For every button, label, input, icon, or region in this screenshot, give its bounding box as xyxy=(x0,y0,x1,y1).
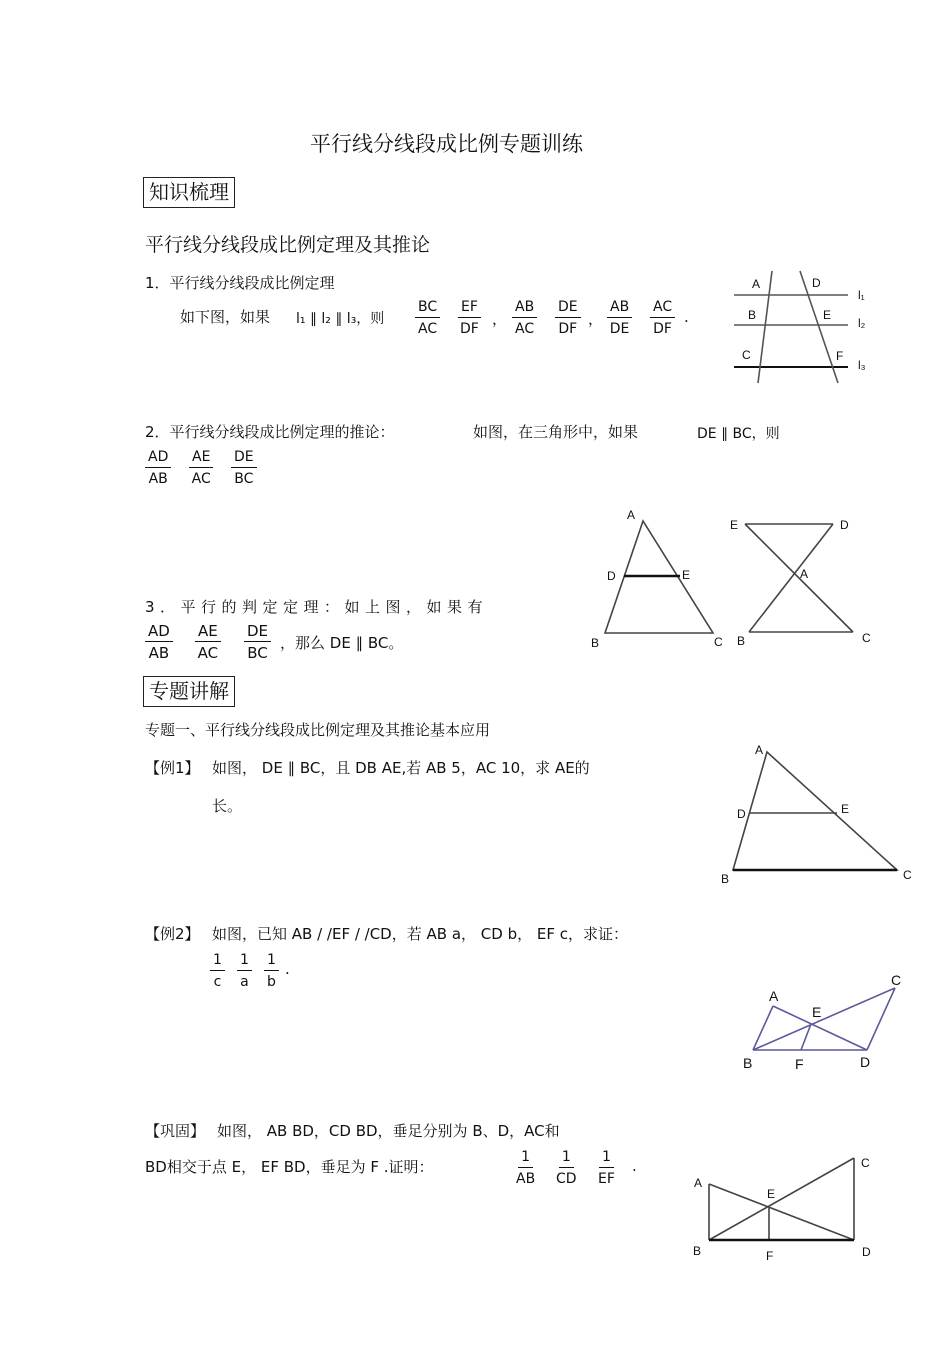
fig5-label-f: F xyxy=(795,1056,804,1072)
fig4-label-c: C xyxy=(903,868,912,882)
fig2-label-c: C xyxy=(714,635,723,649)
fig1-label-c: C xyxy=(742,348,751,362)
fig5-label-c: C xyxy=(891,972,902,988)
figure-hourglass xyxy=(725,510,885,655)
ex3-period: . xyxy=(632,1157,637,1175)
subtitle-theorem: 平行线分线段成比例定理及其推论 xyxy=(145,234,431,256)
ex2-tag: 【例2】 xyxy=(145,925,200,943)
fig3-label-c: C xyxy=(862,631,871,645)
fig4-label-e: E xyxy=(841,802,850,816)
fig1-label-a: A xyxy=(752,277,761,291)
item3-fraction-1: $\frac{AD}{AB}$ xyxy=(145,622,173,662)
ex3-line2: BD相交于点 E， EF BD，垂足为 F .证明： xyxy=(145,1158,434,1176)
fig1-label-f: F xyxy=(836,349,844,363)
ex2-fraction-3: $\frac{1}{b}$ xyxy=(264,951,279,991)
fig6-label-a: A xyxy=(694,1176,703,1190)
page-title: 平行线分线段成比例专题训练 xyxy=(310,132,583,156)
fig6-label-f: F xyxy=(766,1249,774,1263)
item1-heading: 1．平行线分线段成比例定理 xyxy=(145,274,335,292)
figure-example2-parallels xyxy=(735,970,910,1075)
fig1-label-d: D xyxy=(812,276,821,290)
figure-example1-triangle xyxy=(715,740,920,885)
item1-fraction-2: $\frac{EF}{DF}$ xyxy=(458,298,481,338)
fig2-label-d: D xyxy=(607,569,616,583)
item1-condition: l₁ ∥ l₂ ∥ l₃，则 xyxy=(296,311,385,327)
fig4-label-a: A xyxy=(755,743,764,757)
fig2-label-b: B xyxy=(591,636,600,650)
item3-fraction-2: $\frac{AE}{AC}$ xyxy=(195,622,221,662)
fig4-label-b: B xyxy=(721,872,730,886)
section-topic-explanation: 专题讲解 xyxy=(143,676,235,707)
fig6-label-d: D xyxy=(862,1245,871,1259)
item2-condition: DE ∥ BC，则 xyxy=(697,426,780,442)
item1-fraction-6: $\frac{AC}{DF}$ xyxy=(650,298,675,338)
ex3-fraction-1: $\frac{1}{AB}$ xyxy=(516,1149,536,1187)
ex2-fraction-1: $\frac{1}{c}$ xyxy=(210,951,225,991)
item1-comma-1: ， xyxy=(492,310,508,328)
ex3-tag: 【巩固】 xyxy=(145,1122,206,1140)
item2-fraction-2: $\frac{AE}{AC}$ xyxy=(189,448,213,488)
ex3-line1: 如图， AB BD，CD BD，垂足分别为 B、D，AC和 xyxy=(217,1122,560,1140)
ex3-fraction-3: $\frac{1}{EF}$ xyxy=(598,1149,615,1187)
item1-comma-2: ， xyxy=(588,310,604,328)
fig5-label-a: A xyxy=(769,988,779,1004)
fig1-label-l1: l₁ xyxy=(858,288,865,302)
fig3-label-e: E xyxy=(730,518,739,532)
fig2-label-e: E xyxy=(682,568,691,582)
fig1-label-e: E xyxy=(823,308,832,322)
figure-triangle-de-parallel-bc xyxy=(585,505,735,655)
fig4-label-d: D xyxy=(737,807,746,821)
item2-fraction-3: $\frac{DE}{BC}$ xyxy=(231,448,257,488)
fig5-label-b: B xyxy=(743,1055,753,1071)
fig3-label-d: D xyxy=(840,518,849,532)
item2-text: 如图，在三角形中，如果 xyxy=(473,423,639,441)
ex3-fraction-2: $\frac{1}{CD}$ xyxy=(556,1149,577,1187)
item1-fraction-5: $\frac{AB}{DE}$ xyxy=(607,298,632,338)
ex1-tag: 【例1】 xyxy=(145,759,200,777)
figure-parallel-lines xyxy=(720,265,890,390)
fig5-label-e: E xyxy=(812,1004,822,1020)
figure-consolidation xyxy=(690,1150,880,1270)
section-knowledge: 知识梳理 xyxy=(143,177,235,208)
ex2-line1: 如图，已知 AB / /EF / /CD，若 AB a， CD b， EF c，求证： xyxy=(212,925,628,943)
fig3-label-a: A xyxy=(800,567,809,581)
ex1-line2: 长。 xyxy=(212,797,243,815)
fig2-label-a: A xyxy=(627,508,636,522)
ex1-line1: 如图， DE ∥ BC，且 DB AE,若 AB 5，AC 10，求 AE的 xyxy=(212,759,590,777)
fig1-label-l2: l₂ xyxy=(858,316,866,330)
item2-heading: 2．平行线分线段成比例定理的推论： xyxy=(145,423,395,441)
fig3-label-b: B xyxy=(737,634,746,648)
item1-fraction-3: $\frac{AB}{AC}$ xyxy=(512,298,537,338)
ex2-period: . xyxy=(285,960,290,978)
item1-fraction-4: $\frac{DE}{DF}$ xyxy=(555,298,581,338)
item3-fraction-3: $\frac{DE}{BC}$ xyxy=(244,622,271,662)
fig6-label-e: E xyxy=(767,1187,776,1201)
item1-fraction-1: $\frac{BC}{AC}$ xyxy=(415,298,440,338)
item2-fraction-1: $\frac{AD}{AB}$ xyxy=(145,448,171,488)
fig5-label-d: D xyxy=(860,1054,871,1070)
item3-heading: 3．平行的判定定理：如上图，如果有 xyxy=(145,598,489,616)
ex2-fraction-2: $\frac{1}{a}$ xyxy=(237,951,252,991)
fig1-label-b: B xyxy=(748,308,757,322)
topic1-heading: 专题一、平行线分线段成比例定理及其推论基本应用 xyxy=(145,721,491,739)
fig6-label-c: C xyxy=(861,1156,870,1170)
fig6-label-b: B xyxy=(693,1244,702,1258)
item3-conclusion: ，那么 DE ∥ BC。 xyxy=(280,634,404,652)
fig1-label-l3: l₃ xyxy=(858,358,866,372)
item1-period: . xyxy=(684,308,689,326)
item1-text: 如下图，如果 xyxy=(180,308,271,326)
